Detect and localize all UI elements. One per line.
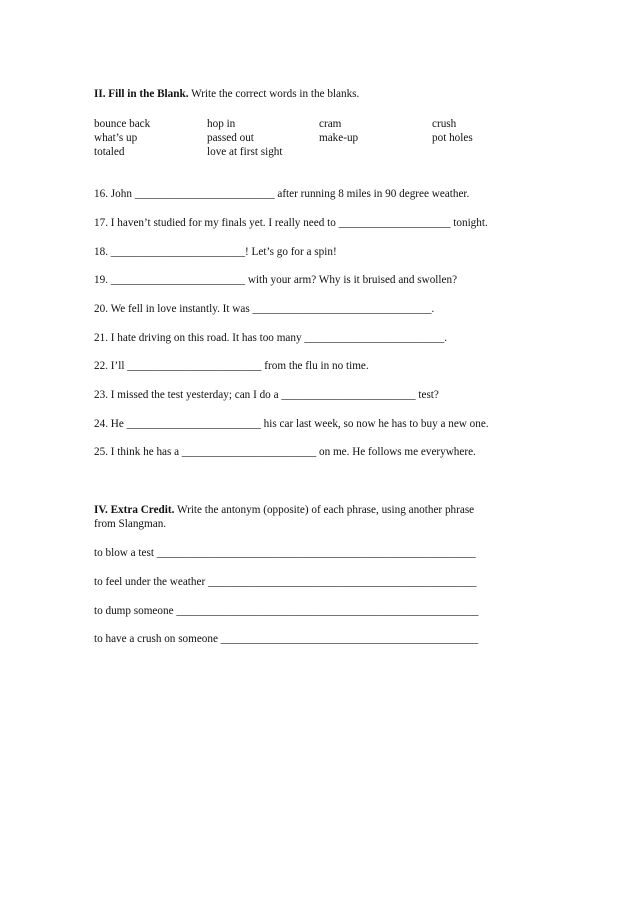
question-23: 23. I missed the test yesterday; can I do a ________________________ test? <box>94 389 439 401</box>
word-bank-item: love at first sight <box>207 146 283 158</box>
word-bank-item: totaled <box>94 146 125 158</box>
question-21: 21. I hate driving on this road. It has too many _________________________. <box>94 332 447 344</box>
section-2-instruction: Write the correct words in the blanks. <box>188 88 360 100</box>
word-bank-item: bounce back <box>94 118 151 130</box>
section-2-heading <box>94 87 554 102</box>
question-19: 19. ________________________ with your arm? Why is it bruised and swollen? <box>94 274 458 286</box>
question-16: 16. John _________________________ after running 8 miles in 90 degree weather. <box>94 188 470 200</box>
section-4-title: IV. Extra Credit. <box>94 504 175 516</box>
section-4-instruction-line2: from Slangman. <box>94 518 167 530</box>
word-bank-item: passed out <box>207 132 254 144</box>
word-bank-row <box>94 117 554 131</box>
word-bank <box>94 117 554 159</box>
extra-credit-item: to have a crush on someone ______________________________________________ <box>94 633 479 645</box>
question-20: 20. We fell in love instantly. It was ________________________________. <box>94 303 435 315</box>
extra-credit-item: to blow a test _________________________________________________________ <box>94 547 476 559</box>
question-25: 25. I think he has a ________________________ on me. He follows me everywhere. <box>94 446 476 458</box>
extra-credit-item: to dump someone ______________________________________________________ <box>94 605 479 617</box>
word-bank-item: make-up <box>319 132 359 144</box>
word-bank-item: pot holes <box>432 132 473 144</box>
section-4-heading <box>94 503 554 518</box>
word-bank-item: cram <box>319 118 342 130</box>
question-17: 17. I haven’t studied for my finals yet. I really need to ____________________ tonight. <box>94 217 488 229</box>
extra-credit-item: to feel under the weather ________________________________________________ <box>94 576 477 588</box>
question-24: 24. He ________________________ his car last week, so now he has to buy a new one. <box>94 418 489 430</box>
question-18: 18. ________________________! Let’s go for a spin! <box>94 246 337 258</box>
word-bank-item: what’s up <box>94 132 138 144</box>
word-bank-row <box>94 145 554 159</box>
question-22: 22. I’ll ________________________ from the flu in no time. <box>94 360 369 372</box>
section-2-title: II. Fill in the Blank. <box>94 88 189 100</box>
word-bank-item: crush <box>432 118 457 130</box>
word-bank-row <box>94 131 554 145</box>
word-bank-item: hop in <box>207 118 236 130</box>
section-4-instruction: Write the antonym (opposite) of each phrase, using another phrase <box>174 504 475 516</box>
